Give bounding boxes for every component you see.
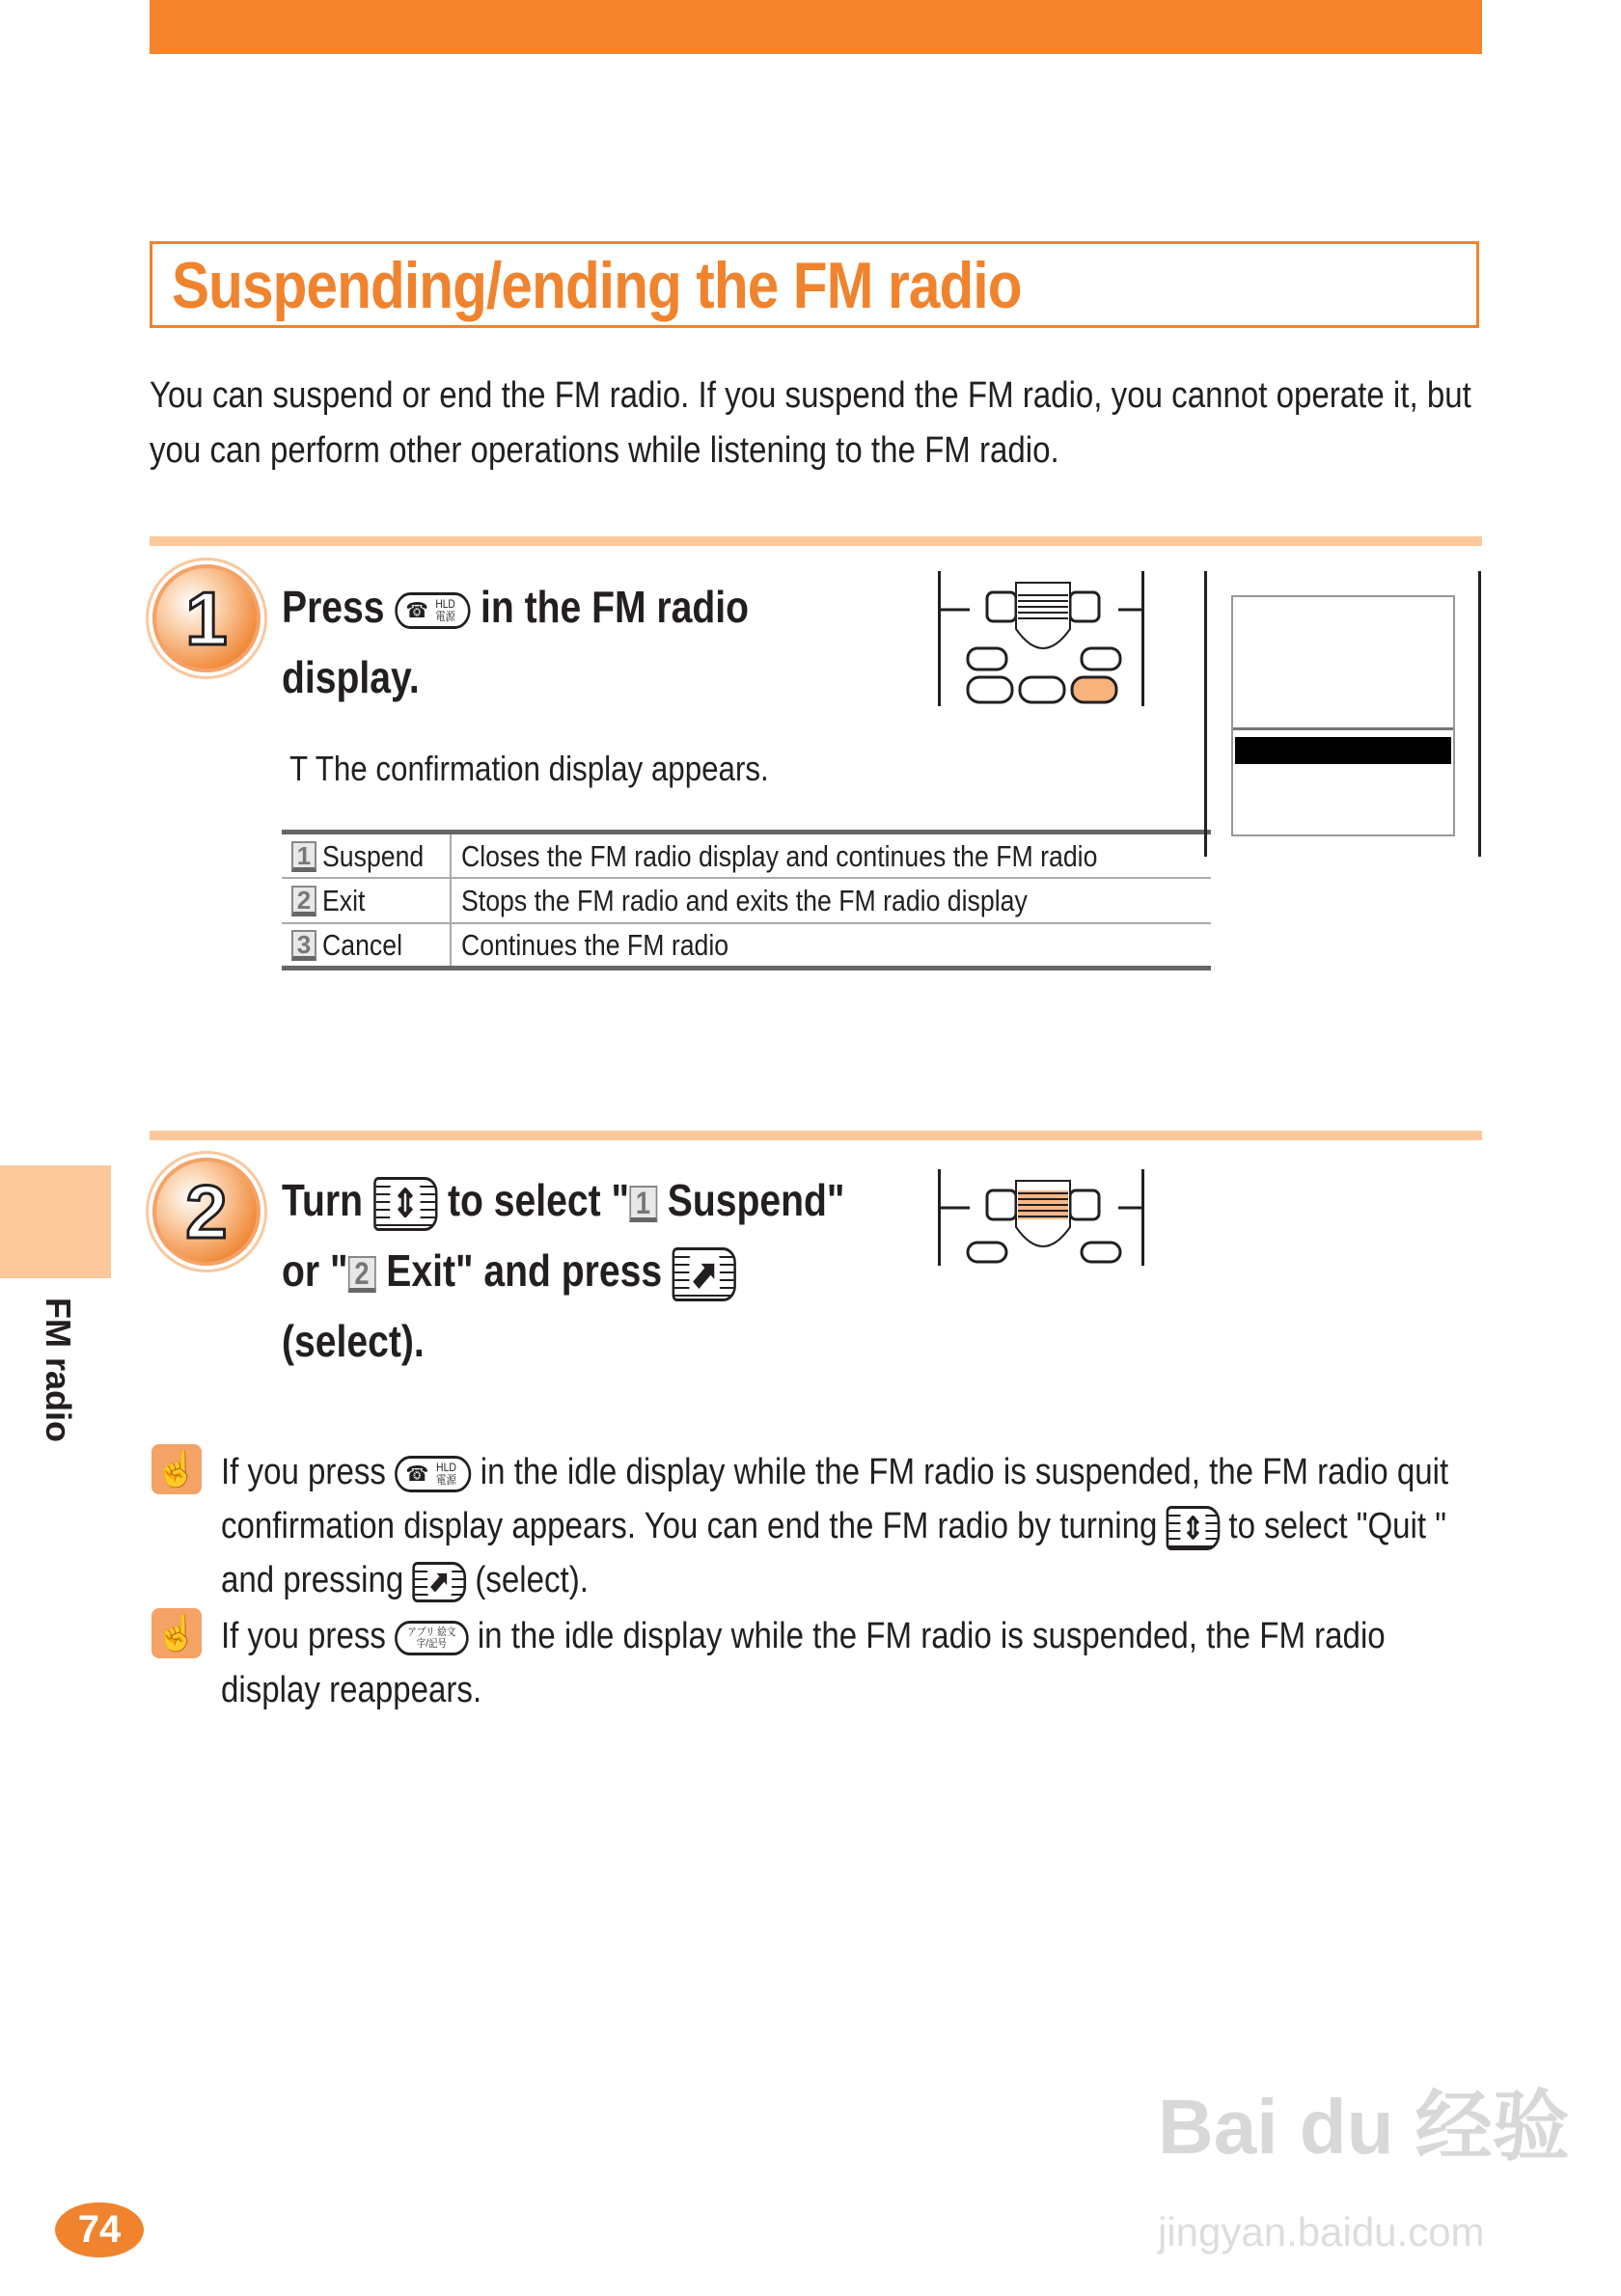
hand-pointer-icon: ☝ (151, 1444, 202, 1494)
step2-number: 2 (152, 1158, 261, 1266)
step1-result: T The confirmation display appears. (289, 749, 769, 788)
hld-power-key-icon: ☎ HLD 電源 (395, 1456, 472, 1492)
confirmation-screen-illustration (1204, 571, 1481, 857)
table-row: 3 Cancel Continues the FM radio (282, 923, 1211, 969)
page-number: 74 (55, 2202, 144, 2257)
rotate-dial-icon: ⇕ (373, 1177, 437, 1231)
note-2: If you press アプリ 絵文字/記号 in the idle display while the FM radio is suspended, the FM radio display reappears. (221, 1616, 1386, 1710)
options-table (282, 830, 1211, 970)
step2-heading: Turn ⇕ to select " 1 Suspend" or " 2 Exit" and press ⬈ (select). (282, 1175, 845, 1366)
page-title: Suspending/ending the FM radio (172, 249, 1022, 322)
rotate-dial-icon: ⇕ (1167, 1506, 1221, 1550)
press-dial-icon: ⬈ (412, 1562, 466, 1602)
watermark-logo: Bai du 经验 (1158, 2084, 1570, 2170)
highlighted-option (1235, 737, 1451, 764)
chapter-label: FM radio (39, 1298, 78, 1442)
keypad-illustration (938, 571, 1144, 706)
step1-divider (150, 536, 1482, 546)
note-1: If you press ☎ HLD 電源 in the idle display while the FM radio is suspended, the FM radio quit confirmation display appears. You can end the FM radio by turning ⇕ to select "Quit " and pressing ⬈ (select). (221, 1452, 1449, 1600)
top-color-bar (150, 0, 1482, 54)
press-dial-icon: ⬈ (673, 1247, 736, 1301)
keypad-illustration-2 (938, 1169, 1144, 1266)
watermark-url: jingyan.baidu.com (1158, 2209, 1485, 2255)
appli-emoji-key-icon: アプリ 絵文字/記号 (395, 1621, 469, 1655)
step1-heading: Press ☎ HLD 電源 in the FM radio display. (282, 582, 750, 702)
step1-number: 1 (152, 564, 261, 672)
section-title-box (150, 241, 1479, 328)
hand-pointer-icon: ☝ (151, 1608, 202, 1658)
hld-power-key-icon: ☎ HLD 電源 (395, 592, 470, 629)
chapter-side-tab (0, 1165, 111, 1278)
table-row: 2 Exit Stops the FM radio and exits the FM radio display (282, 878, 1211, 923)
table-row: 1 Suspend Closes the FM radio display and continues the FM radio (282, 833, 1211, 878)
step2-divider (150, 1131, 1482, 1140)
intro-text: You can suspend or end the FM radio. If you suspend the FM radio, you cannot operate it, but you can perform other operations while listening to the FM radio. (150, 375, 1471, 471)
